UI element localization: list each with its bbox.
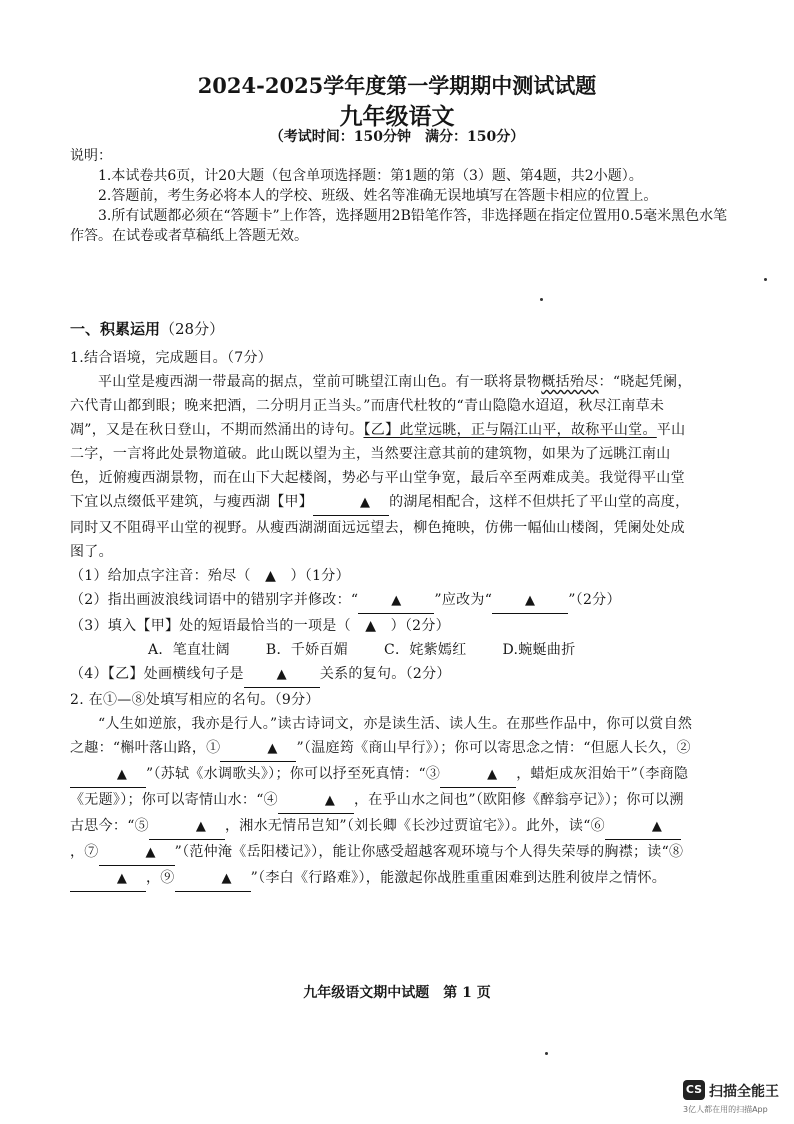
exam-subject: 九年级语文 [339, 103, 455, 130]
answer-blank: ▲ [149, 814, 225, 840]
option-a: A．笔直壮阔 [148, 642, 230, 658]
scan-speck [540, 298, 543, 301]
instructions-label: 说明： [70, 148, 112, 164]
camscanner-logo-icon: CS [683, 1080, 705, 1100]
scan-speck [545, 1052, 548, 1055]
q1-stem: 1.结合语境，完成题目。（7分） [70, 350, 273, 366]
scanner-tagline: 3亿人都在用的扫描App [683, 1105, 768, 1114]
option-b: B．千娇百媚 [265, 642, 349, 658]
instruction-item-1: 1.本试卷共6页，计20大题（包含单项选择题：第1题的第（3）题、第4题，共2小题）。 [98, 168, 643, 184]
instruction-item-3: 3.所有试题都必须在“答题卡”上作答，选择题用2B铅笔作答，非选择题在指定位置用0.5毫米黑色水笔作答。在试卷或者草稿纸上答题无效。 [70, 208, 728, 244]
answer-blank: ▲ [313, 490, 389, 516]
q2-passage: “人生如逆旅，我亦是行人。”读古诗词文，亦是读生活、读人生。在那些作品中，你可以赏自然之趣：“槲叶落山路，① ▲ ”（温庭筠《商山早行》）；你可以寄思念之情：“但愿人长久，②▲ ”（苏轼《水调歌头》）；你可以抒至死真情：“③ ▲ ，蜡炬成灰泪始干”（李商隐《无题》）；你可以寄情山水：“④ ▲ ，在乎山水之间也”（欧阳修《醉翁亭记》）；你可以溯古思今：“⑤ ▲ ，湘水无情吊岂知”（刘长卿《长沙过贾谊宅》）。此外，读“⑥ ▲，⑦ ▲ ”（范仲淹《岳阳楼记》），能让你感受超越客观环境与个人得失荣辱的胸襟；读“⑧▲ ，⑨ ▲ ”（李白《行路难》），能激起你战胜重重困难到达胜利彼岸之情怀。 [70, 712, 695, 892]
answer-blank: ▲ [70, 866, 146, 892]
section-heading [70, 318, 224, 339]
q1-options [70, 638, 695, 662]
answer-blank: ▲ [70, 762, 146, 788]
wavy-underlined-phrase: 概括殆尽 [541, 374, 599, 390]
q1-sub2: （2）指出画波浪线词语中的错别字并修改：“ ▲ ”应改为“ ▲ ”（2分） [70, 588, 695, 614]
q2-stem: 2. 在①—⑧处填写相应的名句。（9分） [70, 692, 320, 708]
instructions [70, 146, 730, 246]
scan-speck [764, 278, 767, 281]
underlined-sentence: 【乙】此堂远眺，正与隔江山平，故称平山堂。 [363, 422, 657, 438]
exam-title: 2024-2025学年度第一学期期中测试试题 [197, 73, 597, 98]
answer-blank: ▲ [244, 662, 320, 688]
option-d: D.蜿蜒曲折 [502, 642, 576, 658]
q1-sub1: （1）给加点字注音：殆尽（ ▲ ）（1分） [70, 568, 350, 584]
answer-blank: ▲ [605, 814, 681, 840]
section-title: 一、积累运用 [70, 320, 161, 338]
instruction-item-2: 2.答题前，考生务必将本人的学校、班级、姓名等准确无误地填写在答题卡相应的位置上。 [98, 188, 658, 204]
page-footer: 九年级语文期中试题 第 1 页 [303, 985, 491, 1001]
answer-blank: ▲ [492, 588, 568, 614]
q1-sub4: （4）【乙】处画横线句子是 ▲ 关系的复句。（2分） [70, 662, 695, 688]
answer-blank: ▲ [278, 788, 354, 814]
answer-blank: ▲ [220, 736, 296, 762]
answer-blank: ▲ [99, 840, 175, 866]
option-c: C．姹紫嫣红 [384, 642, 467, 658]
answer-blank: ▲ [175, 866, 251, 892]
questions-body [70, 346, 695, 892]
answer-blank: ▲ [358, 588, 434, 614]
q1-sub3: （3）填入【甲】处的短语最恰当的一项是（ ▲ ）（2分） [70, 618, 450, 634]
exam-info: （考试时间：150分钟 满分：150分） [269, 129, 525, 145]
q1-passage: 平山堂是瘦西湖一带最高的据点，堂前可眺望江南山色。有一联将景物概括殆尽：“晓起凭阑，六代青山都到眼；晚来把酒，二分明月正当头。”而唐代杜牧的“青山隐隐水迢迢，秋尽江南草未凋”，又是在秋日登山，不期而然涌出的诗句。【乙】此堂远眺，正与隔江山平，故称平山堂。平山二字，一言将此处景物道破。此山既以望为主，当然要注意其前的建筑物，如果为了远眺江南山色，近俯瘦西湖景物，而在山下大起楼阁，势必与平山堂争宽，最后卒至两难成美。我觉得平山堂下宜以点缀低平建筑，与瘦西湖【甲】 ▲ 的湖尾相配合，这样不但烘托了平山堂的高度，同时又不阻碍平山堂的视野。从瘦西湖湖面远远望去，柳色掩映，仿佛一幅仙山楼阁，凭阑处处成图了。 [70, 374, 692, 560]
answer-blank: ▲ [440, 762, 516, 788]
scanner-app-name: 扫描全能王 [709, 1084, 779, 1100]
scanner-watermark [683, 1078, 793, 1118]
section-score: （28分） [160, 320, 225, 338]
